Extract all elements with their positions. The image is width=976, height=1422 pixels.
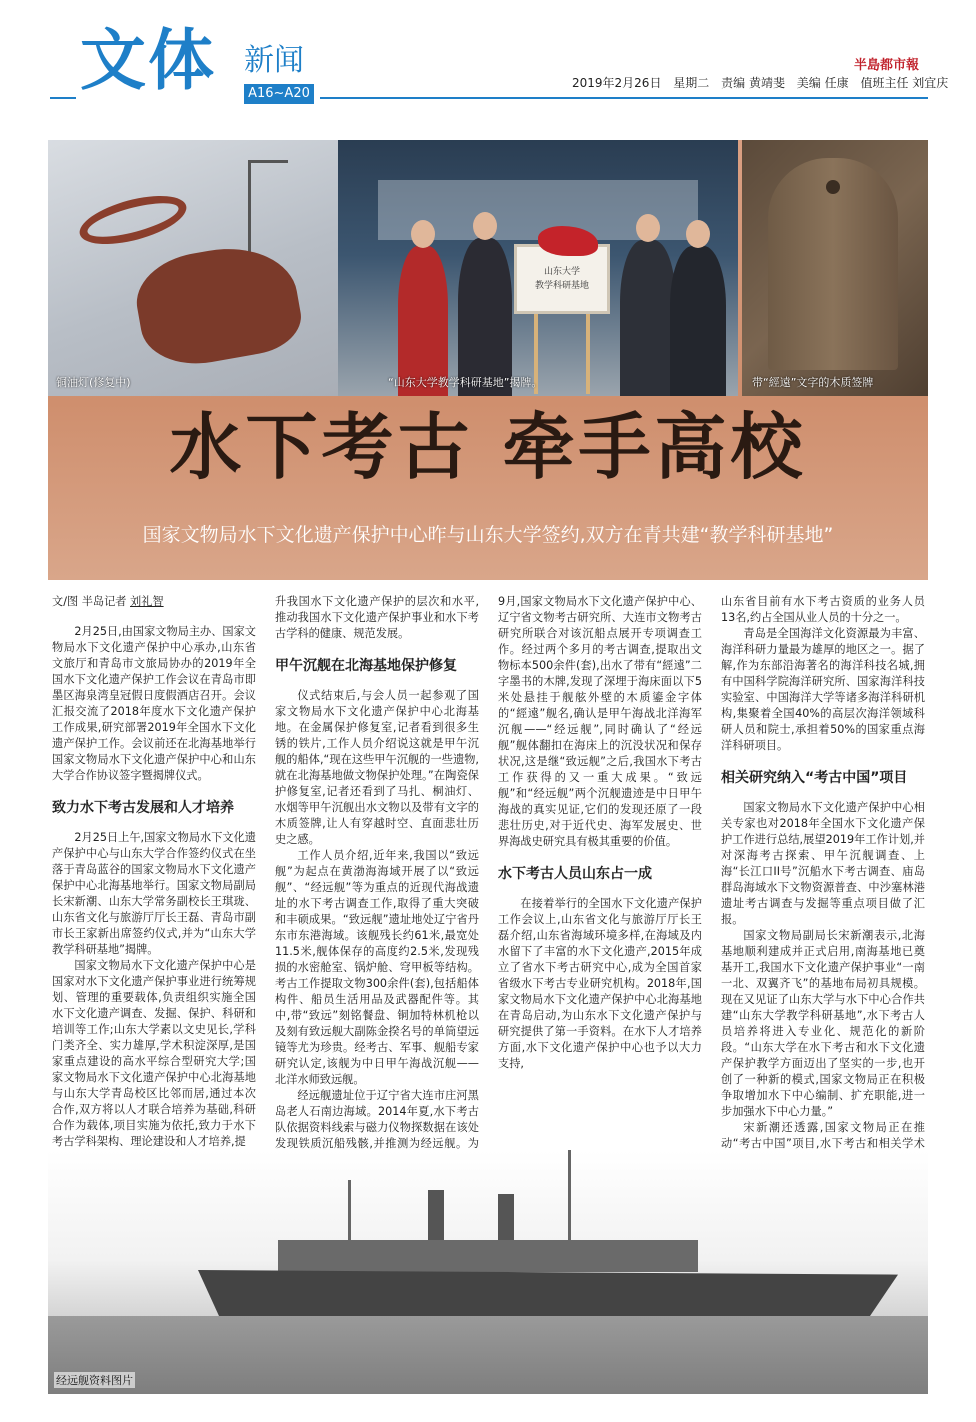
subheading: 甲午沉舰在北海基地保护修复 bbox=[275, 658, 457, 674]
tag-hole bbox=[826, 180, 840, 194]
person-figure bbox=[670, 246, 726, 396]
paragraph: 在接着举行的全国水下文化遗产保护工作会议上,山东省文化与旅游厅厅长王磊介绍,山东省海域环境多样,在海域及内水留下了丰富的水下文化遗产,2015年成立了省水下考古研究中心,成为全国首家省级水下考古专业研究机构。2018年,国家文物局水下文化遗产保护中心北海基地在青岛启动,为山东水下文化遗产保护与研究提供了第一手资料。在水下人才培养方面,水下文化遗产保护中心也予以大力支持, bbox=[498, 897, 702, 1070]
photo-oil-lamp bbox=[48, 140, 338, 396]
ship-funnel bbox=[428, 1190, 444, 1242]
duty-credit: 值班主任 刘宜庆 bbox=[860, 76, 949, 90]
sea-water bbox=[48, 1316, 928, 1394]
header-rule bbox=[320, 97, 928, 99]
ship-mast bbox=[348, 1180, 351, 1242]
subheading: 相关研究纳入“考古中国”项目 bbox=[721, 770, 908, 786]
designer-credit: 美编 任康 bbox=[796, 76, 849, 90]
plaque-line-1: 山东大学 bbox=[543, 267, 580, 277]
issue-weekday: 星期二 bbox=[673, 76, 710, 90]
paragraph: 2月25日上午,国家文物局水下文化遗产保护中心与山东大学合作签约仪式在坐落于青岛蓝谷的国家文物局水下文化遗产保护中心北海基地举行。国家文物局副局长宋新潮、山东大学常务副校长王琪珑、山东省文化与旅游厅厅长王磊、青岛市副市长王家新出席签约仪式,并为“山东大学教学科研基地”揭牌。 bbox=[52, 831, 256, 956]
paragraph: 经远舰遗址位于辽宁省大连市庄河黑岛老人石南边海域。2014年夏,水下考古队依据资料线索与磁力仪物探数据在该处发现铁质沉船残骸,并推测为经远舰。为 bbox=[275, 1089, 479, 1150]
photo-unveiling-ceremony bbox=[338, 140, 738, 396]
article-column-2 bbox=[275, 594, 479, 1184]
dateline bbox=[572, 74, 956, 91]
article-column-1 bbox=[52, 594, 256, 1150]
paragraph: 仪式结束后,与会人员一起参观了国家文物局水下文化遗产保护中心北海基地。在金属保护修复室,记者看到很多生锈的铁片,工作人员介绍说这就是甲午沉舰的船体,“现在这些甲午沉舰的一些遗物,就在北海基地做文物保护处理。”在陶瓷保护修复室,记者还看到了马扎、桐油灯、水烟等甲午沉舰出水文物以及带有文字的木质签牌,让人有穿越时空、直面悲壮历史之感。 bbox=[275, 689, 479, 846]
byline bbox=[52, 594, 256, 610]
paragraph: 国家文物局水下文化遗产保护中心相关专家也对2018年全国水下文化遗产保护工作进行总结,展望2019年工作计划,并对深海考古探索、甲午沉舰调查、上海“长江口II号”沉船水下考古调查、庙岛群岛海域水下文物资源普查、中沙塞林港遗址考古调查与发掘等重点项目做了汇报。 bbox=[721, 801, 925, 926]
subheading: 水下考古人员山东占一成 bbox=[498, 866, 652, 882]
photo-caption: 铜油灯(修复中) bbox=[56, 376, 131, 389]
page-range-badge: A16~A20 bbox=[244, 84, 314, 104]
masthead-logo: 半島都市報 bbox=[854, 58, 920, 73]
section-title: 文体 bbox=[80, 22, 216, 99]
hero-banner bbox=[48, 140, 928, 580]
paragraph: 国家文物局副局长宋新潮表示,北海基地顺利建成并正式启用,南海基地已奠基开工,我国水下文化遗产保护事业“一南一北、双翼齐飞”的基地布局初具规模。现在又见证了山东大学与水下中心合作共建“山东大学教学科研基地”,水下考古人员培养将进入专业化、规范化的新阶段。“山东大学在水下考古和水下文化遗产保护教学方面迈出了坚实的一步,也开创了一种新的模式,国家文物局正在积极争取增加水下中心编制、扩充职能,进一步加强水下中心力量。” bbox=[721, 929, 925, 1118]
lamp-handle bbox=[75, 186, 192, 253]
photo-caption: 经远舰资料图片 bbox=[56, 1374, 133, 1387]
paragraph: 国家文物局水下文化遗产保护中心是国家对水下文化遗产保护事业进行统筹规划、管理的重要载体,负责组织实施全国水下文化遗产调查、发掘、保护、科研和培训等工作;山东大学素以文史见长,学科门类齐全、实力雄厚,学术积淀深厚,是国家重点建设的高水平综合型研究大学;国家文物局水下文化遗产保护中心北海基地与山东大学青岛校区比邻而居,通过本次合作,双方将以人才联合培养为基础,科研合作为载体,项目实施为依托,致力于水下考古学科架构、理论建设和人才培养,提 bbox=[52, 959, 256, 1148]
author-name: 刘礼智 bbox=[130, 595, 164, 608]
headline-title: 水下考古 牵手高校 bbox=[169, 405, 807, 489]
header-rule-left bbox=[50, 97, 76, 99]
ship-funnel bbox=[498, 1194, 514, 1242]
page-header bbox=[0, 0, 976, 130]
photo-wooden-tag bbox=[742, 140, 928, 396]
article-column-4 bbox=[721, 594, 925, 1168]
article-column-3 bbox=[498, 594, 702, 1072]
photo-caption: 带“經遠”文字的木质签牌 bbox=[752, 376, 874, 389]
person-figure bbox=[620, 240, 676, 396]
ship-superstructure bbox=[278, 1240, 698, 1272]
section-subtitle: 新闻 bbox=[244, 43, 304, 78]
paragraph: 9月,国家文物局水下文化遗产保护中心、辽宁省文物考古研究所、大连市文物考古研究所联合对该沉船点展开专项调查工作。经过两个多月的考古调查,提取出文物标本500余件(套),出水了带有“經遠”二字墨书的木牌,发现了深埋于海床面以下5米处悬挂于舰舷外壁的木质鎏金字体的“經遠”舰名,确认是甲午海战北洋海军沉舰——“经远舰”,同时确认了“经远舰”舰体翻扣在海床上的沉没状况和保存状况,这是继“致远舰”之后,我国水下考古工作获得的又一重大成果。“致远舰”和“经远舰”两个沉舰遗迹是中日甲午海战的真实见证,它们的发现还原了一段悲壮历史,对于近代史、海军发展史、世界海战史研究具有极其重要的价值。 bbox=[498, 595, 702, 848]
photo-jingyuan-warship bbox=[48, 1150, 928, 1394]
ship-hull bbox=[198, 1270, 898, 1316]
paragraph: 2月25日,由国家文物局主办、国家文物局水下文化遗产保护中心承办,山东省文旅厅和青岛市文旅局协办的2019年全国水下文化遗产保护工作会议在青岛市即墨区海泉湾皇冠假日度假酒店召开。会议汇报交流了2018年度水下文化遗产保护工作成果,研究部署2019年全国水下文化遗产保护工作。会议前还在北海基地举行国家文物局水下文化遗产保护中心和山东大学合作协议签字暨揭牌仪式。 bbox=[52, 625, 256, 782]
paragraph: 青岛是全国海洋文化资源最为丰富、海洋科研力量最为雄厚的地区之一。据了解,作为东部沿海著名的海洋科技名城,拥有中国科学院海洋研究所、国家海洋科技实验室、中国海洋大学等诸多海洋科研机构,集聚着全国40%的高层次海洋领域科研人员和院士,承担着50%的国家重点海洋科研项目。 bbox=[721, 627, 925, 752]
plaque-line-2: 教学科研基地 bbox=[534, 281, 589, 291]
paragraph: 宋新潮还透露,国家文物局正在推动“考古中国”项目,水下考古和相关学术 bbox=[721, 1121, 925, 1150]
headline-subtitle: 国家文物局水下文化遗产保护中心昨与山东大学签约,双方在青共建“教学科研基地” bbox=[142, 524, 834, 546]
paragraph: 工作人员介绍,近年来,我国以“致远舰”为起点在黄渤海海域开展了以“致远舰”、“经远舰”等为重点的近现代海战遗址的水下考古调查工作,取得了重大突破和丰硕成果。“致远舰”遗址地处辽宁省丹东市东港海域。该舰残长约61米,最宽处11.5米,舰体保存的高度约2.5米,发现残损的水密舱室、锅炉舱、穹甲板等结构。考古工作提取文物300余件(套),包括船体构件、船员生活用品及武器配件等。其中,带“致远”刻铭餐盘、铜加特林机枪以及刻有致远舰大副陈金揆名号的单筒望远镜等尤为珍贵。经考古、军事、舰船专家研究认定,该舰为中日甲午海战沉舰——北洋水师致远舰。 bbox=[275, 849, 479, 1086]
issue-date: 2019年2月26日 bbox=[572, 76, 662, 90]
subheading: 致力水下考古发展和人才培养 bbox=[52, 800, 234, 816]
editor-credit: 责编 黄靖斐 bbox=[721, 76, 785, 90]
paragraph: 山东省目前有水下考古资质的业务人员13名,约占全国从业人员的十分之一。 bbox=[721, 595, 925, 624]
paragraph: 升我国水下文化遗产保护的层次和水平,推动我国水下文化遗产保护事业和水下考古学科的健康、规范发展。 bbox=[275, 595, 479, 640]
photo-caption: “山东大学教学科研基地”揭牌。 bbox=[388, 376, 543, 389]
person-figure bbox=[458, 238, 512, 396]
wooden-tag bbox=[768, 158, 898, 370]
byline-prefix: 文/图 半岛记者 bbox=[52, 595, 131, 608]
ship-mast bbox=[568, 1150, 571, 1242]
